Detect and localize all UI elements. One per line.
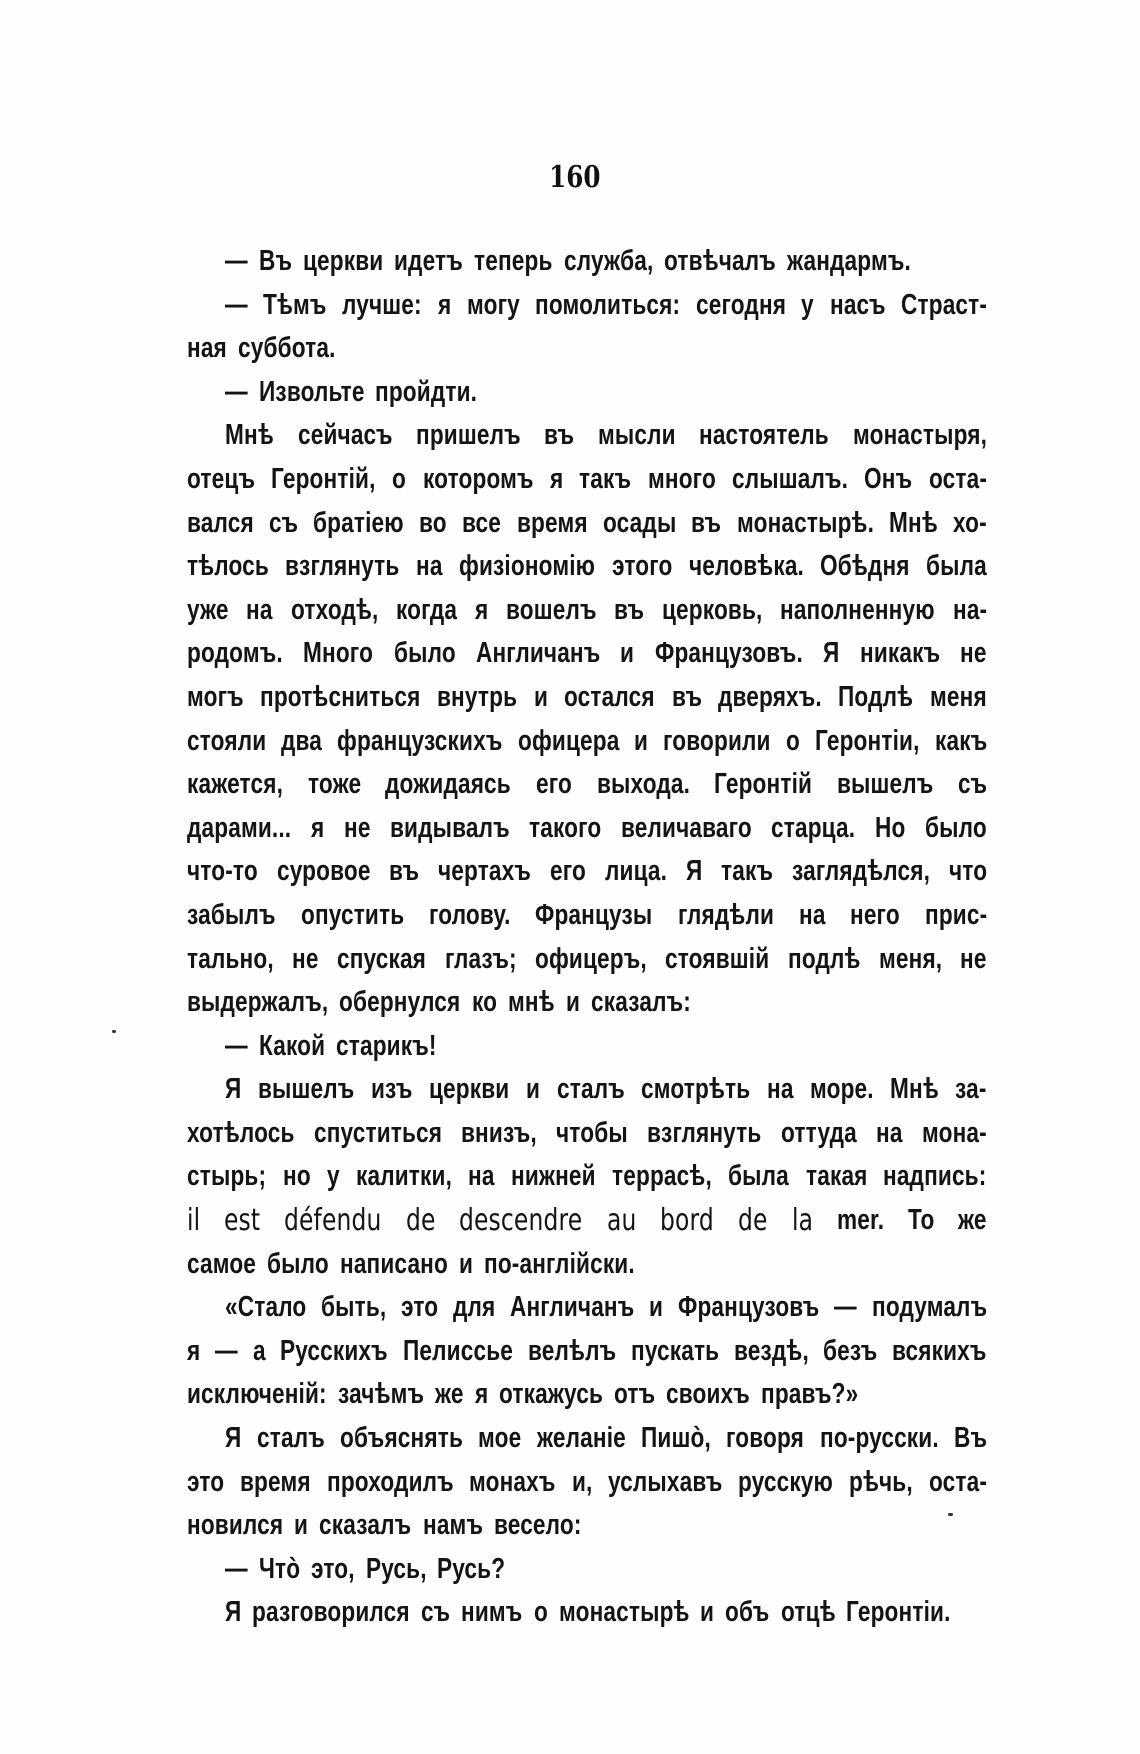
word: кажется, — [187, 768, 284, 801]
word: пришелъ — [415, 419, 521, 452]
word: велѣлъ — [527, 1334, 616, 1367]
word: и — [294, 1509, 309, 1542]
word: быть, — [321, 1291, 387, 1324]
word: Англичанъ — [510, 1291, 635, 1324]
word: Я — [225, 1073, 242, 1106]
word: Французовъ. — [654, 637, 803, 670]
word: Много — [303, 637, 374, 670]
word: спуская — [337, 942, 427, 975]
text-line — [187, 240, 987, 284]
word: весело: — [493, 1509, 582, 1542]
word: это — [187, 1465, 225, 1498]
word: о — [786, 724, 801, 757]
text-line — [187, 1373, 987, 1417]
text-line — [187, 284, 987, 328]
text-line — [187, 545, 987, 589]
word: и — [700, 1596, 715, 1629]
word: проходилъ — [326, 1465, 454, 1498]
word: заглядѣлся, — [791, 855, 930, 888]
text-line — [187, 1199, 987, 1243]
page-number: 160 — [549, 160, 601, 195]
word: офицеръ, — [534, 942, 647, 975]
word: отцѣ — [780, 1596, 836, 1629]
word: ная — [187, 332, 227, 365]
word: въ — [614, 593, 645, 626]
word: au — [606, 1203, 637, 1239]
word: офицера — [517, 724, 620, 757]
word: и — [533, 680, 548, 713]
word: descendre — [459, 1203, 583, 1239]
word: дарами... — [187, 811, 292, 844]
word: Русь? — [437, 1552, 506, 1585]
word: — — [225, 1029, 248, 1062]
word: служба, — [563, 245, 654, 277]
word: на — [766, 1073, 794, 1106]
word: это — [401, 1291, 439, 1324]
word: Мнѣ — [889, 506, 938, 539]
word: помолиться: — [534, 288, 681, 321]
word: Въ — [258, 245, 292, 277]
text-line — [187, 502, 987, 546]
word: Но — [875, 811, 906, 844]
word: не — [960, 637, 987, 670]
word: что — [948, 855, 987, 888]
word: хо- — [953, 506, 987, 539]
word: когда — [395, 593, 458, 626]
word: монастырѣ. — [736, 506, 874, 539]
word: было — [925, 811, 987, 844]
word: много — [647, 462, 716, 495]
word: а — [252, 1334, 266, 1367]
word: такая — [805, 1160, 868, 1193]
word: — — [225, 288, 248, 321]
word: это, — [311, 1552, 355, 1585]
text-line — [187, 1417, 987, 1461]
word: наполненную — [780, 593, 936, 626]
word: и, — [571, 1465, 593, 1498]
word: выдержалъ, — [187, 986, 329, 1019]
word: я — [187, 1334, 201, 1367]
word: своихъ — [666, 1378, 751, 1411]
text-line — [187, 1504, 987, 1548]
word: которомъ — [422, 462, 534, 495]
word: какъ — [934, 724, 988, 757]
word: въ — [691, 506, 722, 539]
word: говорили — [663, 724, 772, 757]
word: и — [565, 986, 580, 1019]
word: величаваго — [621, 811, 752, 844]
word: монастырѣ — [558, 1596, 690, 1629]
word: Извольте — [258, 375, 365, 408]
word: могу — [466, 288, 520, 321]
word: сталъ — [556, 1073, 625, 1106]
word: уже — [187, 593, 229, 626]
word: на — [876, 1116, 903, 1149]
word: слышалъ. — [731, 462, 848, 495]
text-line — [187, 1025, 987, 1069]
text-line — [187, 1286, 987, 1330]
word: за- — [955, 1073, 987, 1106]
word: террасѣ, — [612, 1160, 712, 1193]
word: лучше: — [342, 288, 423, 321]
text-line — [187, 327, 987, 371]
word: родомъ. — [187, 637, 283, 670]
word: Тѣмъ — [263, 288, 327, 321]
word: исключеній: — [187, 1378, 327, 1411]
word: же — [958, 1204, 987, 1237]
word: на — [246, 593, 273, 626]
word: мнѣ — [507, 986, 555, 1019]
word: de — [405, 1203, 436, 1239]
word: Русь, — [365, 1552, 427, 1585]
text-line — [187, 938, 987, 982]
word: меня — [930, 680, 987, 713]
word: смотрѣть — [640, 1073, 751, 1106]
text-line — [187, 981, 987, 1025]
word: о — [392, 462, 407, 495]
word: я — [474, 1378, 488, 1411]
word: у — [801, 288, 815, 321]
word: у — [326, 1160, 340, 1193]
word: и — [620, 637, 635, 670]
word: дожидаясь — [385, 768, 512, 801]
word: два — [281, 724, 323, 757]
word: разговорился — [252, 1596, 411, 1629]
word: Я — [225, 1422, 242, 1455]
word: — — [834, 1291, 857, 1324]
word: написано — [339, 1247, 448, 1280]
word: забылъ — [187, 898, 276, 931]
text-line — [187, 720, 987, 764]
word: русскую — [738, 1465, 834, 1498]
word: суббота. — [237, 332, 336, 365]
word: насъ — [829, 288, 886, 321]
text-line — [187, 1243, 987, 1287]
word: стояли — [187, 724, 267, 757]
word: для — [453, 1291, 496, 1324]
word: мое — [478, 1422, 522, 1455]
word: défendu — [284, 1203, 382, 1239]
word: подлѣ — [787, 942, 861, 975]
word: самое — [187, 1247, 257, 1280]
text-line — [187, 1330, 987, 1374]
text-line — [187, 1068, 987, 1112]
word: была — [926, 550, 987, 583]
word: услыхавъ — [608, 1465, 723, 1498]
text-line — [187, 632, 987, 676]
word: оттуда — [781, 1116, 858, 1149]
word: — — [225, 1552, 248, 1585]
word: Обѣдня — [820, 550, 910, 583]
word: вышелъ — [257, 1073, 355, 1106]
word: мысли — [598, 419, 676, 452]
word: Геронтій, — [271, 462, 376, 495]
word: взглянуть — [285, 550, 400, 583]
word: сказалъ — [319, 1509, 412, 1542]
word: выхода. — [596, 768, 690, 801]
word: bord — [660, 1203, 715, 1239]
word: съ — [957, 768, 988, 801]
word: монастыря, — [852, 419, 987, 452]
text-line — [187, 414, 987, 458]
word: тѣлось — [187, 550, 269, 583]
word: меня, — [878, 942, 942, 975]
word: не — [292, 942, 319, 975]
text-line — [187, 676, 987, 720]
scan-speck — [112, 1030, 116, 1033]
word: спуститься — [313, 1116, 442, 1149]
word: отходѣ, — [290, 593, 379, 626]
word: Въ — [953, 1422, 987, 1455]
word: братіею — [313, 506, 405, 539]
word: сказалъ: — [590, 986, 691, 1019]
word: такого — [529, 811, 602, 844]
word: французскихъ — [337, 724, 503, 757]
word: оста- — [928, 1465, 987, 1498]
word: правъ?» — [761, 1378, 859, 1411]
scan-speck — [948, 1513, 953, 1516]
word: То — [907, 1204, 935, 1237]
word: новился — [187, 1509, 284, 1542]
word: по-англійски. — [483, 1247, 635, 1280]
word: опустить — [300, 898, 404, 931]
word: — — [225, 245, 248, 277]
word: церковь, — [662, 593, 763, 626]
word: я — [310, 811, 325, 844]
text-line — [187, 850, 987, 894]
word: видывалъ — [389, 811, 510, 844]
word: чертахъ — [438, 855, 532, 888]
word: стырь; — [187, 1160, 267, 1193]
word: церкви — [429, 1073, 510, 1106]
word: отвѣчалъ — [664, 245, 777, 277]
word: Онъ — [864, 462, 913, 495]
word: въ — [544, 419, 575, 452]
text-line — [187, 1548, 987, 1592]
word: de — [738, 1203, 768, 1239]
word: монахъ — [469, 1465, 556, 1498]
word: настоятель — [699, 419, 830, 452]
word: было — [393, 637, 456, 670]
word: тально, — [187, 942, 274, 975]
word: чтобы — [556, 1116, 629, 1149]
word: mer. — [836, 1204, 884, 1237]
word: желаніе — [536, 1422, 626, 1455]
word: Геронтіи, — [815, 724, 920, 757]
word: отецъ — [187, 462, 256, 495]
word: la — [791, 1203, 813, 1239]
word: безъ — [823, 1334, 878, 1367]
text-line — [187, 589, 987, 633]
word: время — [240, 1465, 311, 1498]
word: Французы — [535, 898, 653, 931]
word: вошелъ — [505, 593, 597, 626]
word: прис- — [924, 898, 987, 931]
word: взглянуть — [647, 1116, 762, 1149]
word: тоже — [307, 768, 361, 801]
text-line — [187, 1461, 987, 1505]
word: нижней — [511, 1160, 596, 1193]
word: не — [960, 942, 987, 975]
word: хотѣлось — [187, 1116, 295, 1149]
word: зачѣмъ — [337, 1378, 424, 1411]
word: Чтò — [258, 1552, 301, 1585]
word: море. — [809, 1073, 874, 1106]
text-line — [187, 1112, 987, 1156]
word: отъ — [613, 1378, 656, 1411]
word: намъ — [422, 1509, 483, 1542]
text-line — [187, 371, 987, 415]
word: внутрь — [437, 680, 518, 713]
word: всякихъ — [892, 1334, 987, 1367]
word: остался — [564, 680, 656, 713]
word: лица. — [604, 855, 667, 888]
word: Я — [225, 1596, 242, 1629]
word: человѣка. — [688, 550, 804, 583]
word: калитки, — [355, 1160, 452, 1193]
word: было — [267, 1247, 329, 1280]
word: время — [516, 506, 588, 539]
word: объяснять — [339, 1422, 463, 1455]
word: осады — [602, 506, 677, 539]
word: il — [187, 1203, 201, 1239]
word: и — [458, 1247, 473, 1280]
text-line — [187, 763, 987, 807]
word: сегодня — [695, 288, 786, 321]
word: Англичанъ — [475, 637, 601, 670]
word: откажусь — [498, 1378, 603, 1411]
word: идетъ — [394, 245, 464, 277]
word: о — [533, 1596, 548, 1629]
word: голову. — [428, 898, 511, 931]
word: «Стало — [225, 1291, 307, 1324]
word: жандармъ. — [787, 245, 912, 277]
word: Я — [685, 855, 703, 888]
text-line — [187, 807, 987, 851]
word: глядѣли — [677, 898, 774, 931]
word: мона- — [922, 1116, 987, 1149]
word: вался — [187, 506, 254, 539]
word: Мнѣ — [890, 1073, 939, 1106]
word: Французовъ — [678, 1291, 820, 1324]
word: Пелиссье — [402, 1334, 513, 1367]
word: ко — [471, 986, 497, 1019]
word: по-русски. — [819, 1422, 939, 1455]
word: не — [343, 811, 371, 844]
word: старикъ! — [335, 1029, 437, 1062]
word: этого — [611, 550, 673, 583]
word: Геронтіи. — [846, 1596, 951, 1629]
word: надпись: — [883, 1160, 987, 1193]
word: на — [798, 898, 826, 931]
word: — — [225, 375, 248, 408]
word: въ — [671, 680, 702, 713]
word: сейчасъ — [297, 419, 393, 452]
word: Страст- — [900, 288, 987, 321]
word: рѣчь, — [849, 1465, 914, 1498]
word: во — [419, 506, 448, 539]
word: физіономію — [459, 550, 596, 583]
word: и — [525, 1073, 540, 1106]
word: на — [416, 550, 443, 583]
word: глазъ; — [444, 942, 517, 975]
word: въ — [389, 855, 420, 888]
word: пускать — [630, 1334, 719, 1367]
word: оста- — [928, 462, 987, 495]
word: никакъ — [859, 637, 941, 670]
word: и — [634, 724, 649, 757]
word: на- — [952, 593, 987, 626]
word: обернулся — [339, 986, 461, 1019]
word: съ — [269, 506, 299, 539]
word: изъ — [370, 1073, 413, 1106]
word: — — [215, 1334, 238, 1367]
word: стоявшій — [665, 942, 770, 975]
word: но — [282, 1160, 311, 1193]
word: Я — [823, 637, 840, 670]
word: дверяхъ. — [718, 680, 823, 713]
word: и — [649, 1291, 664, 1324]
word: на — [468, 1160, 495, 1193]
word: я — [474, 593, 489, 626]
word: говоря — [726, 1422, 805, 1455]
word: я — [437, 288, 452, 321]
text-line — [187, 458, 987, 502]
word: его — [549, 855, 586, 888]
word: старца. — [771, 811, 856, 844]
word: Пишò, — [641, 1422, 712, 1455]
word: Подлѣ — [838, 680, 914, 713]
text-line — [187, 894, 987, 938]
word: съ — [421, 1596, 451, 1629]
word: теперь — [474, 245, 553, 277]
word: была — [728, 1160, 790, 1193]
body-text — [187, 240, 987, 1635]
word: суровое — [276, 855, 371, 888]
word: такъ — [579, 462, 632, 495]
word: пройдти. — [375, 375, 478, 408]
word: объ — [725, 1596, 770, 1629]
word: могъ — [187, 680, 244, 713]
word: Геронтій — [714, 768, 813, 801]
word: такъ — [720, 855, 773, 888]
word: Мнѣ — [225, 419, 274, 452]
word: его — [535, 768, 572, 801]
word: подумалъ — [871, 1291, 987, 1324]
word: est — [224, 1203, 261, 1239]
word: я — [549, 462, 563, 495]
word: церкви — [302, 245, 384, 277]
word: же — [434, 1378, 464, 1411]
word: вышелъ — [836, 768, 934, 801]
word: Русскихъ — [280, 1334, 388, 1367]
word: нимъ — [461, 1596, 523, 1629]
word: Какой — [258, 1029, 325, 1062]
text-line — [187, 1591, 987, 1635]
word: сталъ — [256, 1422, 325, 1455]
word: него — [849, 898, 900, 931]
word: вездѣ, — [733, 1334, 809, 1367]
word: что-то — [187, 855, 258, 888]
word: протѣсниться — [260, 680, 421, 713]
word: внизъ, — [461, 1116, 538, 1149]
text-line — [187, 1155, 987, 1199]
word: все — [462, 506, 502, 539]
